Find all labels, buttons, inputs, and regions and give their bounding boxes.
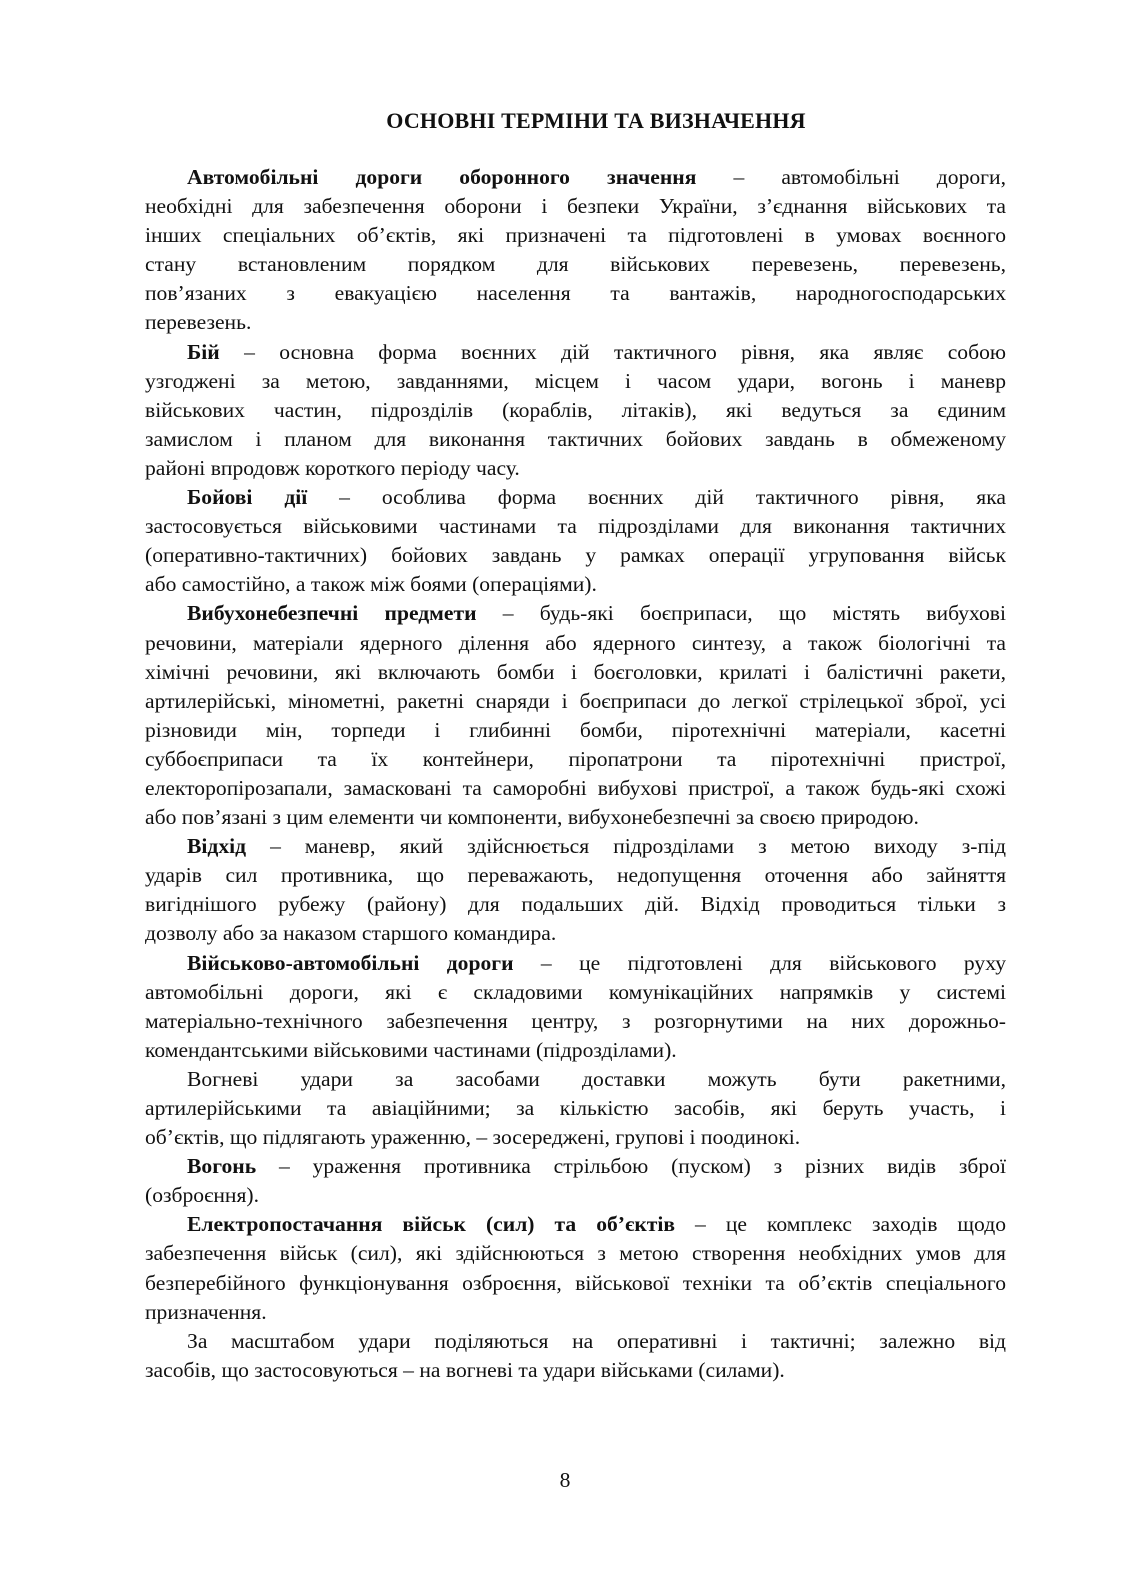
text-line: [145, 570, 1006, 599]
line-text: – це комплекс заходів щодо: [675, 1212, 1006, 1237]
definition-paragraph: [145, 832, 1006, 948]
line-text: узгоджені за метою, завданнями, місцем і часом удари, вогонь і маневр: [145, 368, 1006, 393]
text-line: [145, 279, 1006, 308]
line-text: стану встановленим порядком для військових перевезень, перевезень,: [145, 252, 1006, 277]
line-text: За масштабом удари поділяються на оперативні і тактичні; залежно від: [187, 1328, 1006, 1353]
text-line: [145, 163, 1006, 192]
text-line: [145, 512, 1006, 541]
definition-paragraph: [145, 163, 1006, 338]
line-text: дозволу або за наказом старшого командира.: [145, 921, 557, 946]
text-line: [145, 1007, 1006, 1036]
text-line: [145, 716, 1006, 745]
text-line: [145, 629, 1006, 658]
defined-term: Відхід: [187, 834, 247, 859]
line-text: – ураження противника стрільбою (пуском) з різних видів зброї: [256, 1154, 1006, 1179]
text-line: [145, 658, 1006, 687]
definition-paragraph: [145, 338, 1006, 483]
text-line: [145, 250, 1006, 279]
text-line: [145, 1210, 1006, 1239]
text-line: [145, 308, 1006, 337]
defined-term: Бій: [187, 339, 220, 364]
text-line: [145, 1065, 1006, 1094]
line-text: – будь-які боєприпаси, що містять вибухові: [476, 601, 1006, 626]
text-line: [145, 367, 1006, 396]
text-line: [145, 1327, 1006, 1356]
text-line: [145, 861, 1006, 890]
text-line: [145, 978, 1006, 1007]
text-line: [145, 338, 1006, 367]
line-text: засобів, що застосовуються – на вогневі та удари військами (силами).: [145, 1357, 785, 1382]
line-text: – це підготовлені для військового руху: [513, 950, 1006, 975]
text-line: [145, 1269, 1006, 1298]
line-text: (оперативно-тактичних) бойових завдань у рамках операції угруповання військ: [145, 543, 1006, 568]
text-line: [145, 1123, 1006, 1152]
text-line: [145, 425, 1006, 454]
line-text: вигіднішого рубежу (району) для подальших дій. Відхід проводиться тільки з: [145, 892, 1006, 917]
text-line: [145, 745, 1006, 774]
line-text: пов’язаних з евакуацією населення та вантажів, народногосподарських: [145, 281, 1006, 306]
definition-paragraph: [145, 1152, 1006, 1210]
line-text: матеріально-технічного забезпечення центру, з розгорнутими на них дорожньо-: [145, 1008, 1006, 1033]
defined-term: Бойові дії: [187, 485, 308, 510]
text-line: [145, 396, 1006, 425]
line-text: забезпечення військ (сил), які здійснюються з метою створення необхідних умов для: [145, 1241, 1006, 1266]
definition-paragraph: [145, 949, 1006, 1065]
text-line: [145, 890, 1006, 919]
line-text: Вогневі удари за засобами доставки можуть бути ракетними,: [187, 1066, 1006, 1091]
document-body: [145, 163, 1006, 1385]
line-text: ударів сил противника, що переважають, недопущення оточення або зайняття: [145, 863, 1006, 888]
line-text: – особлива форма воєнних дій тактичного рівня, яка: [307, 485, 1006, 510]
line-text: автомобільні дороги, які є складовими комунікаційних напрямків у системі: [145, 979, 1006, 1004]
text-line: [145, 803, 1006, 832]
text-line: [145, 192, 1006, 221]
defined-term: Електропостачання військ (сил) та об’єктів: [187, 1212, 676, 1237]
text-paragraph: [145, 1327, 1006, 1385]
line-text: хімічні речовини, які включають бомби і боєголовки, крилаті і балістичні ракети,: [145, 659, 1006, 684]
line-text: електоропірозапали, замасковані та саморобні вибухові пристрої, а також будь-які схожі: [145, 775, 1006, 800]
line-text: необхідні для забезпечення оборони і безпеки України, з’єднання військових та: [145, 194, 1006, 219]
text-line: [145, 599, 1006, 628]
text-line: [145, 1356, 1006, 1385]
line-text: застосовується військовими частинами та підрозділами для виконання тактичних: [145, 514, 1006, 539]
line-text: речовини, матеріали ядерного ділення або ядерного синтезу, а також біологічні та: [145, 630, 1006, 655]
text-line: [145, 221, 1006, 250]
line-text: або пов’язані з цим елементи чи компоненти, вибухонебезпечні за своєю природою.: [145, 805, 919, 830]
text-paragraph: [145, 1065, 1006, 1152]
line-text: безперебійного функціонування озброєння, військової техніки та об’єктів спеціального: [145, 1270, 1006, 1295]
text-line: [145, 774, 1006, 803]
line-text: – основна форма воєнних дій тактичного рівня, яка являє собою: [219, 339, 1006, 364]
line-text: або самостійно, а також між боями (операціями).: [145, 572, 597, 597]
defined-term: Вогонь: [187, 1154, 257, 1179]
line-text: замислом і планом для виконання тактичних бойових завдань в обмеженому: [145, 426, 1006, 451]
line-text: артилерійські, мінометні, ракетні снаряди і боєприпаси до легкої стрілецької зброї, усі: [145, 688, 1006, 713]
defined-term: Автомобільні дороги оборонного значення: [187, 165, 697, 189]
definition-paragraph: [145, 1210, 1006, 1326]
text-line: [145, 1036, 1006, 1065]
definition-paragraph: [145, 599, 1006, 832]
line-text: військових частин, підрозділів (кораблів, літаків), які ведуться за єдиним: [145, 397, 1006, 422]
line-text: різновиди мін, торпеди і глибинні бомби, піротехнічні матеріали, касетні: [145, 717, 1006, 742]
line-text: перевезень.: [145, 310, 252, 335]
line-text: інших спеціальних об’єктів, які призначені та підготовлені в умовах воєнного: [145, 223, 1006, 248]
definition-paragraph: [145, 483, 1006, 599]
page-number: 8: [559, 1468, 571, 1492]
text-line: [145, 541, 1006, 570]
text-line: [145, 949, 1006, 978]
line-text: призначення.: [145, 1299, 267, 1324]
text-line: [145, 1239, 1006, 1268]
text-line: [145, 687, 1006, 716]
text-line: [145, 832, 1006, 861]
line-text: артилерійськими та авіаційними; за кількістю засобів, які беруть участь, і: [145, 1096, 1006, 1120]
line-text: об’єктів, що підлягають ураженню, – зосереджені, групові і поодинокі.: [145, 1125, 801, 1150]
line-text: районі впродовж короткого періоду часу.: [145, 455, 520, 480]
text-line: [145, 454, 1006, 483]
text-line: [145, 1181, 1006, 1210]
line-text: (озброєння).: [145, 1183, 259, 1208]
text-line: [145, 1298, 1006, 1327]
line-text: суббоєприпаси та їх контейнери, піропатрони та піротехнічні пристрої,: [145, 746, 1006, 771]
defined-term: Військово-автомобільні дороги: [187, 950, 514, 975]
text-line: [145, 483, 1006, 512]
page-title: ОСНОВНІ ТЕРМІНИ ТА ВИЗНАЧЕННЯ: [386, 108, 806, 133]
defined-term: Вибухонебезпечні предмети: [187, 601, 477, 626]
text-line: [145, 1094, 1006, 1123]
line-text: – автомобільні дороги,: [696, 165, 1006, 189]
line-text: комендантськими військовими частинами (підрозділами).: [145, 1037, 677, 1062]
line-text: – маневр, який здійснюється підрозділами з метою виходу з-під: [246, 834, 1006, 859]
text-line: [145, 1152, 1006, 1181]
text-line: [145, 919, 1006, 948]
